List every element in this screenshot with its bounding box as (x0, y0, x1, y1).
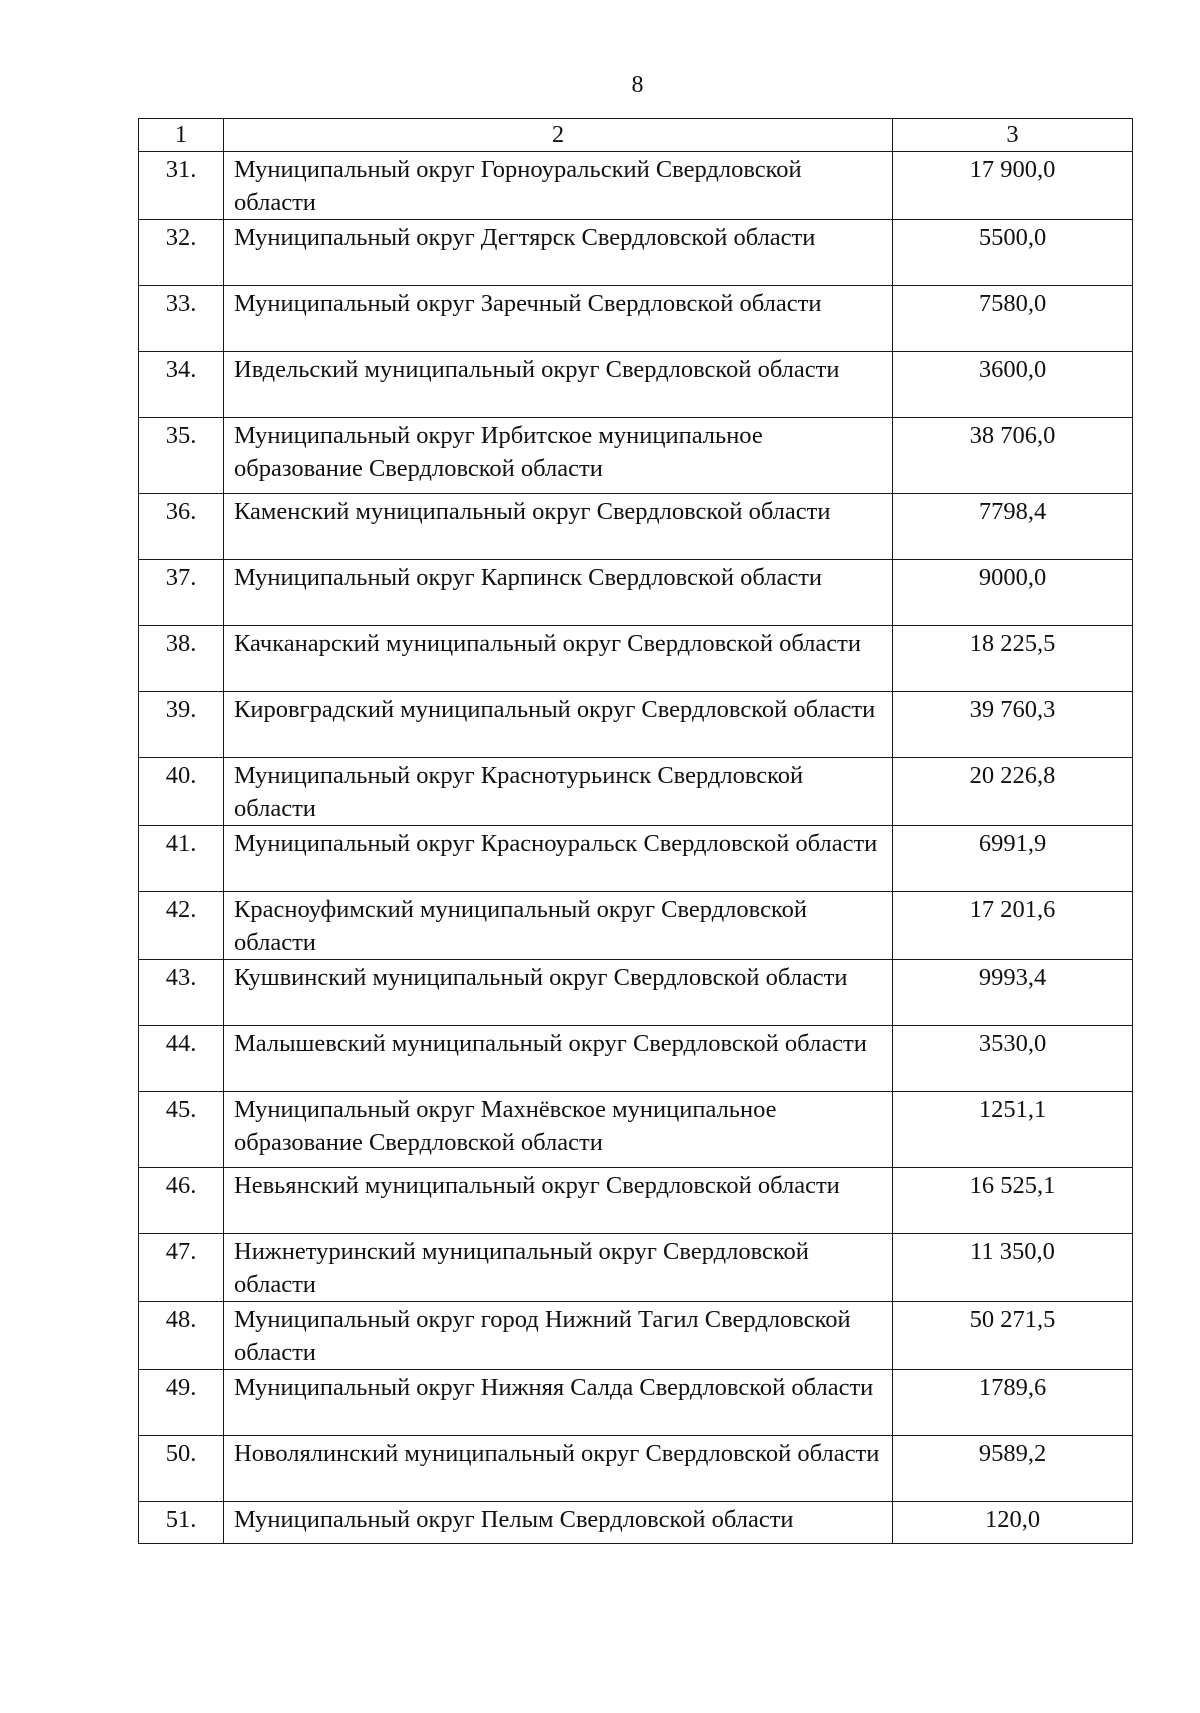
municipality-name: Муниципальный округ Заречный Свердловской области (224, 286, 893, 352)
municipality-name: Каменский муниципальный округ Свердловской области (224, 494, 893, 560)
table-header-row (139, 119, 1133, 152)
table-row (139, 1026, 1133, 1092)
row-number: 50. (139, 1436, 224, 1502)
row-number: 38. (139, 626, 224, 692)
table-row (139, 286, 1133, 352)
table-row (139, 418, 1133, 494)
allocation-value: 9589,2 (893, 1436, 1133, 1502)
allocation-value: 50 271,5 (893, 1302, 1133, 1370)
row-number: 39. (139, 692, 224, 758)
allocation-value: 7580,0 (893, 286, 1133, 352)
allocation-value: 1251,1 (893, 1092, 1133, 1168)
municipality-name: Муниципальный округ Дегтярск Свердловской области (224, 220, 893, 286)
table-row (139, 1436, 1133, 1502)
allocation-value: 120,0 (893, 1502, 1133, 1544)
table-row (139, 692, 1133, 758)
table-body (139, 152, 1133, 1544)
allocation-value: 5500,0 (893, 220, 1133, 286)
municipality-name: Красноуфимский муниципальный округ Свердловской области (224, 892, 893, 960)
row-number: 47. (139, 1234, 224, 1302)
column-header-3: 3 (893, 119, 1133, 152)
municipality-name: Муниципальный округ Ирбитское муниципальное образование Свердловской области (224, 418, 893, 494)
table-row (139, 626, 1133, 692)
allocation-value: 18 225,5 (893, 626, 1133, 692)
municipality-name: Ивдельский муниципальный округ Свердловской области (224, 352, 893, 418)
allocation-value: 6991,9 (893, 826, 1133, 892)
table-row (139, 220, 1133, 286)
table-row (139, 1234, 1133, 1302)
row-number: 45. (139, 1092, 224, 1168)
table-row (139, 758, 1133, 826)
row-number: 49. (139, 1370, 224, 1436)
row-number: 51. (139, 1502, 224, 1544)
municipality-name: Муниципальный округ Краснотурьинск Свердловской области (224, 758, 893, 826)
table-row (139, 826, 1133, 892)
allocation-value: 17 201,6 (893, 892, 1133, 960)
municipality-name: Невьянский муниципальный округ Свердловской области (224, 1168, 893, 1234)
municipality-name: Муниципальный округ Нижняя Салда Свердловской области (224, 1370, 893, 1436)
allocation-value: 17 900,0 (893, 152, 1133, 220)
table-row (139, 560, 1133, 626)
allocation-value: 9993,4 (893, 960, 1133, 1026)
column-header-1: 1 (139, 119, 224, 152)
municipality-name: Нижнетуринский муниципальный округ Свердловской области (224, 1234, 893, 1302)
row-number: 31. (139, 152, 224, 220)
municipality-name: Новолялинский муниципальный округ Свердловской области (224, 1436, 893, 1502)
page-number: 8 (631, 72, 644, 98)
row-number: 41. (139, 826, 224, 892)
municipality-name: Муниципальный округ Карпинск Свердловской области (224, 560, 893, 626)
table-row (139, 1502, 1133, 1544)
row-number: 32. (139, 220, 224, 286)
municipality-name: Муниципальный округ Горноуральский Свердловской области (224, 152, 893, 220)
municipality-name: Кировградский муниципальный округ Свердловской области (224, 692, 893, 758)
row-number: 48. (139, 1302, 224, 1370)
row-number: 46. (139, 1168, 224, 1234)
row-number: 42. (139, 892, 224, 960)
row-number: 40. (139, 758, 224, 826)
municipality-name: Муниципальный округ город Нижний Тагил Свердловской области (224, 1302, 893, 1370)
row-number: 43. (139, 960, 224, 1026)
municipality-name: Муниципальный округ Красноуральск Свердловской области (224, 826, 893, 892)
row-number: 35. (139, 418, 224, 494)
table-row (139, 1370, 1133, 1436)
municipality-name: Малышевский муниципальный округ Свердловской области (224, 1026, 893, 1092)
allocation-value: 39 760,3 (893, 692, 1133, 758)
row-number: 34. (139, 352, 224, 418)
allocation-table (138, 118, 1133, 1544)
table-row (139, 892, 1133, 960)
table-row (139, 1092, 1133, 1168)
allocation-value: 7798,4 (893, 494, 1133, 560)
municipality-name: Муниципальный округ Пелым Свердловской области (224, 1502, 893, 1544)
table-row (139, 494, 1133, 560)
allocation-value: 38 706,0 (893, 418, 1133, 494)
table-row (139, 1168, 1133, 1234)
column-header-2: 2 (224, 119, 893, 152)
municipality-name: Качканарский муниципальный округ Свердловской области (224, 626, 893, 692)
allocation-value: 9000,0 (893, 560, 1133, 626)
table-row (139, 152, 1133, 220)
table-row (139, 352, 1133, 418)
row-number: 33. (139, 286, 224, 352)
allocation-value: 1789,6 (893, 1370, 1133, 1436)
table-row (139, 1302, 1133, 1370)
allocation-value: 3600,0 (893, 352, 1133, 418)
allocation-value: 3530,0 (893, 1026, 1133, 1092)
table-row (139, 960, 1133, 1026)
allocation-value: 11 350,0 (893, 1234, 1133, 1302)
row-number: 44. (139, 1026, 224, 1092)
municipality-name: Муниципальный округ Махнёвское муниципальное образование Свердловской области (224, 1092, 893, 1168)
row-number: 37. (139, 560, 224, 626)
row-number: 36. (139, 494, 224, 560)
allocation-value: 16 525,1 (893, 1168, 1133, 1234)
municipality-name: Кушвинский муниципальный округ Свердловской области (224, 960, 893, 1026)
allocation-value: 20 226,8 (893, 758, 1133, 826)
